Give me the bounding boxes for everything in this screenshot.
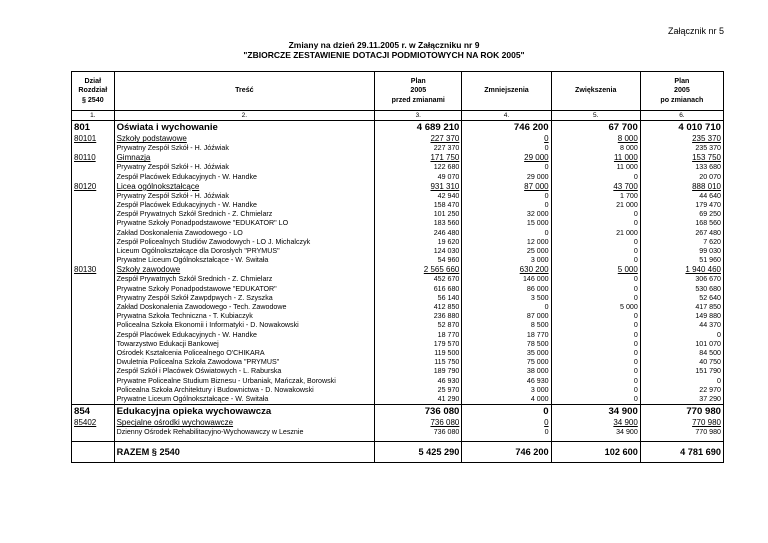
plan-before-value: 25 970 (375, 386, 462, 395)
decrease-value: 3 000 (462, 256, 551, 265)
content-text: Dzienny Ośrodek Rehabilitacyjno-Wychowawczy w Lesznie (114, 428, 375, 437)
increase-value: 0 (551, 367, 640, 376)
increase-value: 0 (551, 247, 640, 256)
table-row (72, 144, 724, 153)
table-row (72, 428, 724, 437)
table-row (72, 238, 724, 247)
increase-value: 0 (551, 377, 640, 386)
decrease-value: 630 200 (462, 265, 551, 275)
table-row (72, 395, 724, 405)
plan-after-value: 235 370 (640, 144, 723, 153)
plan-after-value: 417 850 (640, 303, 723, 312)
section-code: 80120 (72, 182, 115, 192)
col-num: 4. (462, 111, 551, 121)
section-code (72, 303, 115, 312)
decrease-value: 46 930 (462, 377, 551, 386)
plan-before-value: 183 560 (375, 219, 462, 228)
decrease-value: 32 000 (462, 210, 551, 219)
table-row (72, 312, 724, 321)
decrease-value: 0 (462, 144, 551, 153)
total-plan-before: 5 425 290 (375, 442, 462, 463)
plan-before-value: 101 250 (375, 210, 462, 219)
increase-value: 0 (551, 386, 640, 395)
increase-value: 0 (551, 331, 640, 340)
section-code (72, 238, 115, 247)
plan-before-value: 412 850 (375, 303, 462, 312)
decrease-value: 146 000 (462, 275, 551, 284)
increase-value: 0 (551, 275, 640, 284)
section-code: 854 (72, 405, 115, 419)
table-row (72, 331, 724, 340)
section-code (72, 294, 115, 303)
plan-after-value: 151 790 (640, 367, 723, 376)
plan-after-value: 267 480 (640, 229, 723, 238)
section-code (72, 358, 115, 367)
increase-value: 0 (551, 256, 640, 265)
increase-value: 5 000 (551, 265, 640, 275)
increase-value: 34 900 (551, 405, 640, 419)
content-text: Ośrodek Kształcenia Policealnego O'CHIKARA (114, 349, 375, 358)
content-text: Zespół Policealnych Studiów Zawodowych - LO J. Michalczyk (114, 238, 375, 247)
col-num: 5. (551, 111, 640, 121)
plan-after-value: 530 680 (640, 285, 723, 294)
header-content: Treść (114, 72, 375, 111)
content-text: Szkoły podstawowe (114, 134, 375, 144)
plan-before-value: 616 680 (375, 285, 462, 294)
table-row (72, 210, 724, 219)
decrease-value: 78 500 (462, 340, 551, 349)
section-code (72, 386, 115, 395)
increase-value: 0 (551, 358, 640, 367)
table-row (72, 303, 724, 312)
plan-before-value: 227 370 (375, 144, 462, 153)
section-code (72, 285, 115, 294)
decrease-value: 0 (462, 428, 551, 437)
section-code (72, 210, 115, 219)
plan-before-value: 452 670 (375, 275, 462, 284)
header-plan-after: Plan 2005 po zmianach (640, 72, 723, 111)
plan-before-value: 46 930 (375, 377, 462, 386)
content-text: Towarzystwo Edukacji Bankowej (114, 340, 375, 349)
plan-after-value: 69 250 (640, 210, 723, 219)
increase-value: 0 (551, 312, 640, 321)
content-text: Prywatne Szkoły Ponadpodstawowe "EDUKATOR" LO (114, 219, 375, 228)
table-row (72, 219, 724, 228)
table-row (72, 256, 724, 265)
plan-before-value: 18 770 (375, 331, 462, 340)
section-code (72, 340, 115, 349)
table-row (72, 192, 724, 201)
increase-value: 8 000 (551, 144, 640, 153)
increase-value: 34 900 (551, 418, 640, 428)
decrease-value: 4 000 (462, 395, 551, 405)
content-text: Liceum Ogólnokształcące dla Dorosłych "PRYMUS" (114, 247, 375, 256)
content-text: Specjalne ośrodki wychowawcze (114, 418, 375, 428)
header-decreases: Zmniejszenia (462, 72, 551, 111)
section-code (72, 367, 115, 376)
plan-before-value: 931 310 (375, 182, 462, 192)
content-text: Prywatne Liceum Ogólnokształcące - W. Świtała (114, 395, 375, 405)
content-text: Gimnazja (114, 153, 375, 163)
column-number-row (72, 111, 724, 121)
content-text: Zakład Doskonalenia Zawodowego - LO (114, 229, 375, 238)
decrease-value: 0 (462, 201, 551, 210)
plan-after-value: 149 880 (640, 312, 723, 321)
increase-value: 34 900 (551, 428, 640, 437)
increase-value: 11 000 (551, 163, 640, 172)
plan-after-value: 153 750 (640, 153, 723, 163)
increase-value: 0 (551, 321, 640, 330)
plan-after-value: 37 290 (640, 395, 723, 405)
plan-after-value: 52 640 (640, 294, 723, 303)
plan-before-value: 736 080 (375, 418, 462, 428)
table-row (72, 349, 724, 358)
decrease-value: 15 000 (462, 219, 551, 228)
decrease-value: 75 000 (462, 358, 551, 367)
decrease-value: 3 000 (462, 386, 551, 395)
increase-value: 0 (551, 210, 640, 219)
content-text: Prywatny Zespół Szkół - H. Jóźwiak (114, 192, 375, 201)
total-decreases: 746 200 (462, 442, 551, 463)
table-row (72, 173, 724, 182)
col-num: 2. (114, 111, 375, 121)
increase-value: 43 700 (551, 182, 640, 192)
col-num: 6. (640, 111, 723, 121)
decrease-value: 25 000 (462, 247, 551, 256)
plan-after-value: 770 980 (640, 405, 723, 419)
section-code: 801 (72, 121, 115, 135)
plan-after-value: 888 010 (640, 182, 723, 192)
plan-after-value: 7 620 (640, 238, 723, 247)
increase-value: 11 000 (551, 153, 640, 163)
decrease-value: 29 000 (462, 173, 551, 182)
plan-after-value: 44 370 (640, 321, 723, 330)
decrease-value: 0 (462, 303, 551, 312)
section-code (72, 312, 115, 321)
section-code (72, 321, 115, 330)
content-text: Policealna Szkoła Architektury i Budownictwa - D. Nowakowski (114, 386, 375, 395)
table-row (72, 358, 724, 367)
decrease-value: 0 (462, 192, 551, 201)
decrease-value: 29 000 (462, 153, 551, 163)
content-text: Prywatna Szkoła Techniczna - T. Kubiaczyk (114, 312, 375, 321)
content-text: Zakład Doskonalenia Zawodowego - Tech. Zawodowe (114, 303, 375, 312)
plan-before-value: 246 480 (375, 229, 462, 238)
content-text: Zespół Placówek Edukacyjnych - W. Handke (114, 173, 375, 182)
plan-before-value: 41 290 (375, 395, 462, 405)
total-plan-after: 4 781 690 (640, 442, 723, 463)
decrease-value: 87 000 (462, 312, 551, 321)
section-code (72, 275, 115, 284)
plan-after-value: 51 960 (640, 256, 723, 265)
table-row (72, 247, 724, 256)
increase-value: 67 700 (551, 121, 640, 135)
plan-before-value: 736 080 (375, 428, 462, 437)
plan-before-value: 158 470 (375, 201, 462, 210)
content-text: Oświata i wychowanie (114, 121, 375, 135)
content-text: Prywatny Zespół Szkół - H. Jóźwiak (114, 144, 375, 153)
content-text: Zespół Placówek Edukacyjnych - W. Handke (114, 201, 375, 210)
col-num: 1. (72, 111, 115, 121)
increase-value: 0 (551, 340, 640, 349)
plan-before-value: 236 880 (375, 312, 462, 321)
table-row (72, 321, 724, 330)
section-code (72, 247, 115, 256)
content-text: Edukacyjna opieka wychowawcza (114, 405, 375, 419)
section-code (72, 377, 115, 386)
plan-after-value: 101 070 (640, 340, 723, 349)
plan-after-value: 235 370 (640, 134, 723, 144)
content-text: Prywatne Policealne Studium Biznesu - Urbaniak, Mańczak, Borowski (114, 377, 375, 386)
section-code (72, 219, 115, 228)
table-row (72, 229, 724, 238)
section-code (72, 349, 115, 358)
annex-label: Załącznik nr 5 (667, 26, 724, 36)
table-row (72, 367, 724, 376)
content-text: Prywatny Zespół Szkół - H. Jóźwiak (114, 163, 375, 172)
total-row (72, 442, 724, 463)
section-code: 80101 (72, 134, 115, 144)
chapter-row (72, 134, 724, 144)
increase-value: 21 000 (551, 201, 640, 210)
decrease-value: 35 000 (462, 349, 551, 358)
plan-after-value: 4 010 710 (640, 121, 723, 135)
decrease-value: 8 500 (462, 321, 551, 330)
increase-value: 0 (551, 294, 640, 303)
plan-before-value: 4 689 210 (375, 121, 462, 135)
plan-before-value: 52 870 (375, 321, 462, 330)
section-code (72, 144, 115, 153)
decrease-value: 0 (462, 418, 551, 428)
section-code (72, 201, 115, 210)
section-code (72, 428, 115, 437)
increase-value: 0 (551, 238, 640, 247)
content-text: Zespół Prywatnych Szkół Średnich - Z. Chmielarz (114, 275, 375, 284)
plan-before-value: 119 500 (375, 349, 462, 358)
section-code: 80130 (72, 265, 115, 275)
content-text: Prywatne Szkoły Ponadpodstawowe "EDUKATOR" (114, 285, 375, 294)
decrease-value: 38 000 (462, 367, 551, 376)
section-row (72, 405, 724, 419)
plan-before-value: 171 750 (375, 153, 462, 163)
section-code: 80110 (72, 153, 115, 163)
plan-after-value: 0 (640, 377, 723, 386)
total-label: RAZEM § 2540 (114, 442, 375, 463)
total-code (72, 442, 115, 463)
header-section: Dział Rozdział § 2540 (72, 72, 115, 111)
header-plan-before: Plan 2005 przed zmianami (375, 72, 462, 111)
plan-after-value: 20 070 (640, 173, 723, 182)
decrease-value: 86 000 (462, 285, 551, 294)
plan-before-value: 189 790 (375, 367, 462, 376)
decrease-value: 0 (462, 163, 551, 172)
plan-before-value: 124 030 (375, 247, 462, 256)
section-code (72, 395, 115, 405)
plan-before-value: 179 570 (375, 340, 462, 349)
table-row (72, 285, 724, 294)
table-body (72, 121, 724, 438)
plan-before-value: 19 620 (375, 238, 462, 247)
increase-value: 5 000 (551, 303, 640, 312)
content-text: Licea ogólnokształcące (114, 182, 375, 192)
plan-after-value: 99 030 (640, 247, 723, 256)
chapter-row (72, 182, 724, 192)
plan-before-value: 736 080 (375, 405, 462, 419)
content-text: Szkoły zawodowe (114, 265, 375, 275)
decrease-value: 0 (462, 229, 551, 238)
table-row (72, 275, 724, 284)
plan-after-value: 84 500 (640, 349, 723, 358)
decrease-value: 12 000 (462, 238, 551, 247)
section-code (72, 256, 115, 265)
decrease-value: 0 (462, 134, 551, 144)
table-row (72, 201, 724, 210)
section-code (72, 163, 115, 172)
plan-after-value: 168 560 (640, 219, 723, 228)
plan-after-value: 40 750 (640, 358, 723, 367)
content-text: Zespół Szkół i Placówek Oświatowych - L. Raburska (114, 367, 375, 376)
section-row (72, 121, 724, 135)
chapter-row (72, 418, 724, 428)
col-num: 3. (375, 111, 462, 121)
content-text: Zespół Prywatnych Szkół Średnich - Z. Chmielarz (114, 210, 375, 219)
increase-value: 0 (551, 395, 640, 405)
section-code (72, 173, 115, 182)
plan-after-value: 0 (640, 331, 723, 340)
table-row (72, 163, 724, 172)
content-text: Zespół Placówek Edukacyjnych - W. Handke (114, 331, 375, 340)
plan-before-value: 2 565 660 (375, 265, 462, 275)
plan-before-value: 54 960 (375, 256, 462, 265)
section-code (72, 229, 115, 238)
section-code: 85402 (72, 418, 115, 428)
decrease-value: 746 200 (462, 121, 551, 135)
decrease-value: 0 (462, 405, 551, 419)
increase-value: 1 700 (551, 192, 640, 201)
increase-value: 0 (551, 219, 640, 228)
plan-before-value: 227 370 (375, 134, 462, 144)
plan-before-value: 56 140 (375, 294, 462, 303)
plan-after-value: 770 980 (640, 418, 723, 428)
plan-after-value: 22 970 (640, 386, 723, 395)
content-text: Policealna Szkoła Ekonomii i Informatyki - D. Nowakowski (114, 321, 375, 330)
increase-value: 0 (551, 173, 640, 182)
content-text: Prywatne Liceum Ogólnokształcące - W. Świtała (114, 256, 375, 265)
chapter-row (72, 153, 724, 163)
increase-value: 21 000 (551, 229, 640, 238)
plan-after-value: 179 470 (640, 201, 723, 210)
section-code (72, 331, 115, 340)
title-line-1: Zmiany na dzień 29.11.2005 r. w Załączniku nr 9 (288, 40, 480, 50)
total-increases: 102 600 (551, 442, 640, 463)
plan-before-value: 42 940 (375, 192, 462, 201)
decrease-value: 18 770 (462, 331, 551, 340)
plan-before-value: 115 750 (375, 358, 462, 367)
title-line-2: "ZBIORCZE ZESTAWIENIE DOTACJI PODMIOTOWYCH NA ROK 2005" (243, 50, 525, 60)
plan-after-value: 44 640 (640, 192, 723, 201)
plan-after-value: 770 980 (640, 428, 723, 437)
content-text: Prywatny Zespół Szkół Zawpdpwych - Z. Szyszka (114, 294, 375, 303)
plan-after-value: 133 680 (640, 163, 723, 172)
increase-value: 0 (551, 349, 640, 358)
plan-before-value: 122 680 (375, 163, 462, 172)
decrease-value: 87 000 (462, 182, 551, 192)
plan-before-value: 49 070 (375, 173, 462, 182)
chapter-row (72, 265, 724, 275)
header-row (72, 72, 724, 111)
plan-after-value: 306 670 (640, 275, 723, 284)
header-increases: Zwiększenia (551, 72, 640, 111)
decrease-value: 3 500 (462, 294, 551, 303)
table-row (72, 377, 724, 386)
table-row (72, 340, 724, 349)
increase-value: 8 000 (551, 134, 640, 144)
subsidy-table (71, 71, 724, 463)
table-row (72, 386, 724, 395)
increase-value: 0 (551, 285, 640, 294)
content-text: Dwuletnia Policealna Szkoła Zawodowa "PRYMUS" (114, 358, 375, 367)
plan-after-value: 1 940 460 (640, 265, 723, 275)
section-code (72, 192, 115, 201)
table-row (72, 294, 724, 303)
